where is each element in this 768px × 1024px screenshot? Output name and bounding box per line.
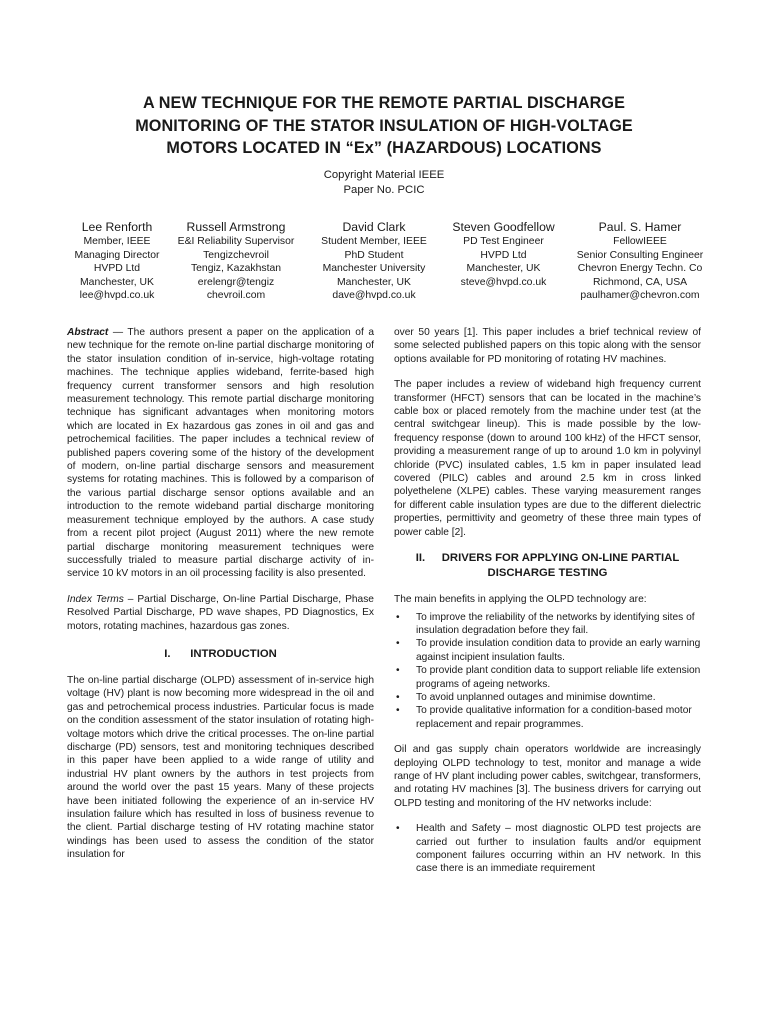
- author-line: PD Test Engineer: [463, 236, 544, 247]
- index-terms: [67, 593, 374, 633]
- author-line: Senior Consulting Engineer: [576, 249, 704, 261]
- author-line: HVPD Ltd: [480, 249, 527, 261]
- author-line: Manchester, UK: [337, 276, 411, 288]
- author-line: PhD Student: [344, 249, 404, 261]
- author-email: paulhamer@chevron.com: [580, 290, 700, 302]
- list-item: • To provide qualitative information for a condition-based motor replacement and repair programmes.: [394, 704, 701, 731]
- author-name: David Clark: [342, 220, 406, 234]
- author-line: Tengizchevroil: [203, 249, 269, 261]
- title-line: MONITORING OF THE STATOR INSULATION OF HIGH-VOLTAGE: [135, 116, 633, 135]
- left-column: [67, 326, 374, 874]
- abstract: [67, 326, 374, 581]
- title-line: A NEW TECHNIQUE FOR THE REMOTE PARTIAL DISCHARGE: [142, 94, 626, 112]
- list-item: • To improve the reliability of the networks by identifying sites of insulation degradation before they fail.: [394, 611, 701, 638]
- abstract-text: — The authors present a paper on the application of a new technique for the remote on-line partial discharge monitoring of the stator insulation condition of in-service, high-voltage rotating machines. The technique applies wideband, ferrite-based high frequency current transformer sensors and high resolution measurement technology. This remote partial discharge monitoring technique has significant advantages when monitoring motors which are located in Ex hazardous gas zones in oil and gas and petrochemical facilities. The paper includes a technical review of published papers covering some of the history of the development of modern, on-line partial discharge sensors and measurement systems for rotating machines. This is followed by a comparison of the various partial discharge sensor options available and an introduction to the remote wideband partial discharge monitoring measurement technique employed by the authors. A case study from a recent pilot project (August 2011) where the new remote partial discharge monitoring measurement techniques were successfully trialed to measure partial discharge activity of in-service 10 kV motors in an oil processing facility is also presented.: [67, 327, 374, 580]
- author-email: steve@hvpd.co.uk: [460, 276, 547, 288]
- section-heading-introduction: [67, 647, 374, 662]
- author-name: Paul. S. Hamer: [598, 220, 682, 234]
- author-line: Richmond, CA, USA: [592, 276, 688, 288]
- section-title: DRIVERS FOR APPLYING ON-LINE PARTIAL: [441, 552, 680, 565]
- paper-number: Paper No. PCIC: [343, 184, 425, 196]
- author-line: Tengiz, Kazakhstan: [190, 263, 282, 275]
- section-title: INTRODUCTION: [190, 647, 277, 660]
- section-number: I.: [164, 647, 171, 660]
- author-line: Manchester University: [322, 263, 426, 275]
- index-terms-text: – Partial Discharge, On-line Partial Discharge, Phase Resolved Partial Discharge, PD wave shapes, PD Diagnostics, Ex motors, rotating machines, hazardous gas zones.: [67, 593, 374, 632]
- author-email: chevroil.com: [206, 290, 266, 302]
- list-item: • Health and Safety – most diagnostic OLPD test projects are carried out further to insulation faults and/or equipment component failures occurring within an HV network. In this case there is an immediate requirement: [394, 822, 701, 876]
- index-terms-label: Index Terms: [67, 593, 124, 605]
- author-line: Chevron Energy Techn. Co: [577, 263, 703, 275]
- author-name: Lee Renforth: [81, 220, 153, 234]
- drivers-list: [394, 822, 701, 876]
- paragraph: Oil and gas supply chain operators worldwide are increasingly deploying OLPD technology to test, monitor and manage a wide range of HV plant including power cables, switchgear, transformers, and rotating HV machines [3]. The business drivers for carrying out OLPD testing and monitoring of the HV networks include:: [394, 744, 701, 809]
- author-line: Member, IEEE: [83, 236, 151, 247]
- author-email: erelengr@tengiz: [197, 276, 275, 288]
- list-item: • To avoid unplanned outages and minimise downtime.: [394, 691, 701, 704]
- author-line: HVPD Ltd: [93, 263, 141, 275]
- author-line: E&I Reliability Supervisor: [177, 236, 295, 247]
- title-line: MOTORS LOCATED IN “Ex” (HAZARDOUS) LOCATIONS: [166, 139, 602, 157]
- author-name: Steven Goodfellow: [452, 220, 555, 234]
- section-heading-drivers: [394, 551, 701, 581]
- benefits-list: [394, 611, 701, 732]
- author-email: dave@hvpd.co.uk: [332, 290, 416, 302]
- copyright-line: Copyright Material IEEE: [323, 169, 445, 181]
- author-line: Manchester, UK: [466, 263, 541, 275]
- author-email: lee@hvpd.co.uk: [79, 290, 155, 302]
- right-column: [394, 326, 701, 888]
- paper-title: [90, 92, 678, 160]
- list-item: • To provide insulation condition data to provide an early warning against incipient insulation faults.: [394, 637, 701, 664]
- introduction-paragraph: The on-line partial discharge (OLPD) assessment of in-service high voltage (HV) plant is now becoming more widespread in the oil and gas and petrochemical process industries. Particular focus is made on the condition assessment of the stator insulation of rotating high-voltage motors which drive the critical processes. The on-line partial discharge (PD) sensors, test and monitoring techniques described in this paper have been applied to a wide range of utility and industrial HV plant owners by the authors in test projects from around the world over the past 15 years. Many of these projects have been initiated following the experience of an in-service HV insulation failure which has resulted in loss of business revenue to the client. Partial discharge testing of HV rotating machine stator windings has been used to assess the condition of the stator insulation for: [67, 674, 374, 861]
- list-item: • To provide plant condition data to support reliable life extension programs of ageing networks.: [394, 664, 701, 691]
- author-name: Russell Armstrong: [186, 220, 286, 234]
- author-renforth: [57, 220, 177, 303]
- author-line: Manchester, UK: [80, 276, 154, 288]
- author-line: FellowIEEE: [613, 236, 667, 247]
- paragraph: over 50 years [1]. This paper includes a brief technical review of some selected published papers on this topic along with the sensor options available for PD monitoring of rotating HV machines.: [394, 327, 701, 365]
- author-armstrong: [166, 220, 306, 303]
- author-line: Student Member, IEEE: [321, 236, 427, 247]
- author-hamer: [565, 220, 715, 303]
- paragraph: The paper includes a review of wideband high frequency current transformer (HFCT) sensors that can be located in the machine’s cable box or placed remotely from the machine under test (at the central switchgear lineup). This is made possible by the low-frequency response (down to around 100 kHz) of the HFCT sensor, providing a measurement range of up to around 1.0 km in polyvinyl chloride (PVC) insulated cables, 1.5 km in paper insulated lead covered (PILC) cables and around 2.5 km in cross linked polyethelene (XLPE) cables. These varying measurement ranges for different cable insulation types are due to the different dielectric properties, permittivity and geometry of these three main types of power cable [2].: [394, 379, 701, 538]
- paragraph: The main benefits in applying the OLPD technology are:: [394, 594, 647, 606]
- copyright-notice: [234, 168, 534, 198]
- author-clark: [306, 220, 442, 303]
- section-number: II.: [415, 552, 426, 565]
- author-line: Managing Director: [74, 249, 160, 261]
- abstract-label: Abstract: [67, 327, 109, 338]
- section-title: DISCHARGE TESTING: [487, 567, 608, 580]
- author-goodfellow: [441, 220, 566, 289]
